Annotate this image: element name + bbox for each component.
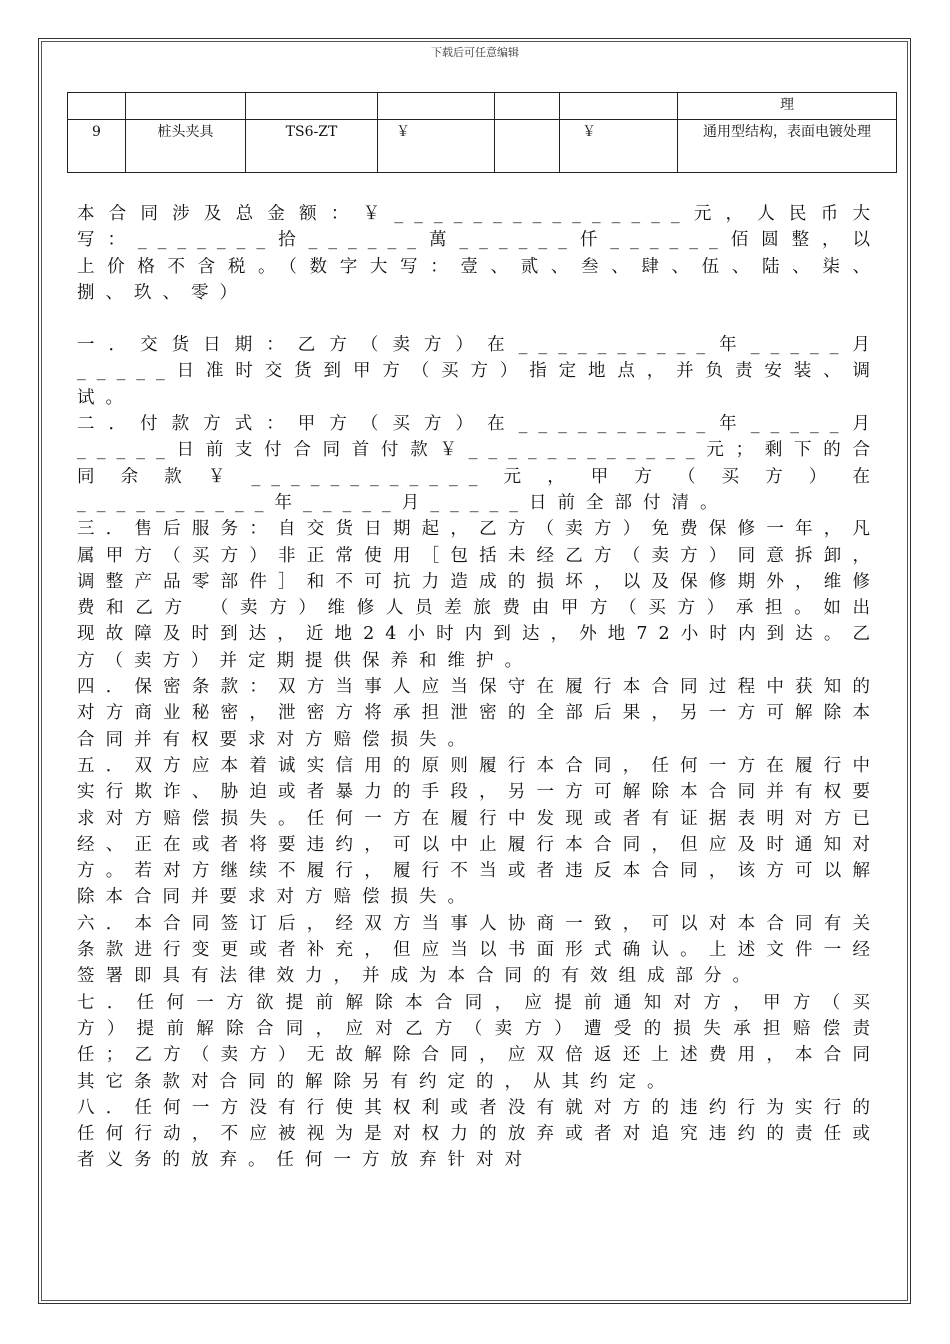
table-row: [68, 93, 897, 120]
clause-good-faith: 五．双方应本着诚实信用的原则履行本合同，任何一方在履行中实行欺诈、胁迫或者暴力的手段，另一方可解除本合同并有权要求对方赔偿损失。任何一方在履行中发现或者有证据表明对方已经、正在或者将要违约，可以中止履行本合同，但应及时通知对方。若对方继续不履行，履行不当或者违反本合同，该方可以解除本合同并要求对方赔偿损失。: [77, 755, 881, 908]
clause-confidentiality: 四．保密条款：双方当事人应当保守在履行本合同过程中获知的对方商业秘密，泄密方将承担泄密的全部后果，另一方可解除本合同并有权要求对方赔偿损失。: [77, 677, 881, 750]
table-cell-model: TS6-ZT: [246, 120, 378, 173]
clause-payment: 二．付款方式：甲方（买方）在__________年_____月_____日前支付合同首付款￥____________元；剩下的合同余款￥____________元，甲方（买方）在__________年_____月_____日前全部付清。: [77, 414, 881, 513]
clause-termination: 七．任何一方欲提前解除本合同，应提前通知对方，甲方（买方）提前解除合同，应对乙方（卖方）遭受的损失承担赔偿责任；乙方（卖方）无故解除合同，应双倍返还上述费用，本合同其它条款对合同的解除另有约定的，从其约定。: [77, 992, 881, 1092]
table-cell: [246, 93, 378, 120]
table-cell-qty: [495, 120, 560, 173]
clause-after-sales: 三．售后服务：自交货日期起，乙方（卖方）免费保修一年，凡属甲方（买方）非正常使用［包括未经乙方（卖方）同意拆卸，调整产品零部件］和不可抗力造成的损坏，以及保修期外，维修费和乙方 （卖方）维修人员差旅费由甲方（买方）承担。如出现故障及时到达，近地24小时内到达，外地72小时内到达。乙方（卖方）并定期提供保养和维护。: [77, 519, 881, 671]
table-cell: [495, 93, 560, 120]
table-cell-remark: 通用型结构，表面电镀处理: [678, 120, 897, 173]
table-cell: 理: [678, 93, 897, 120]
paragraph-gap: [77, 306, 881, 332]
clause-amendment: 六．本合同签订后，经双方当事人协商一致，可以对本合同有关条款进行变更或者补充，但应当以书面形式确认。上述文件一经签署即具有法律效力，并成为本合同的有效组成部分。: [77, 913, 881, 987]
clause-delivery: 一．交货日期：乙方（卖方）在__________年_____月_____日准时交货到甲方（买方）指定地点，并负责安装、调试。: [77, 335, 881, 408]
table-cell-amount: ￥: [560, 120, 678, 173]
table-row: [68, 120, 897, 173]
table-cell-name: 桩头夹具: [126, 120, 246, 173]
table-cell: [560, 93, 678, 120]
table-cell: [126, 93, 246, 120]
items-table: [67, 92, 897, 173]
clause-waiver: 八．任何一方没有行使其权利或者没有就对方的违约行为实行的任何行动，不应被视为是对权力的放弃或者对追究违约的责任或者义务的放弃。任何一方放弃针对对: [77, 1097, 881, 1171]
total-amount-paragraph: 本合同涉及总金额：￥_______________元，人民币大写：_______拾______萬______仟______佰圆整，以上价格不含税。（数字大写：壹、贰、叁、肆、伍、陆、柒、捌、玖、零）: [77, 204, 881, 303]
table-cell-index: 9: [68, 120, 126, 173]
table-cell: [378, 93, 495, 120]
contract-body: [77, 201, 881, 1174]
table-cell: [68, 93, 126, 120]
table-cell-unit-price: ￥: [378, 120, 495, 173]
header-note: 下载后可任意编辑: [431, 46, 519, 59]
